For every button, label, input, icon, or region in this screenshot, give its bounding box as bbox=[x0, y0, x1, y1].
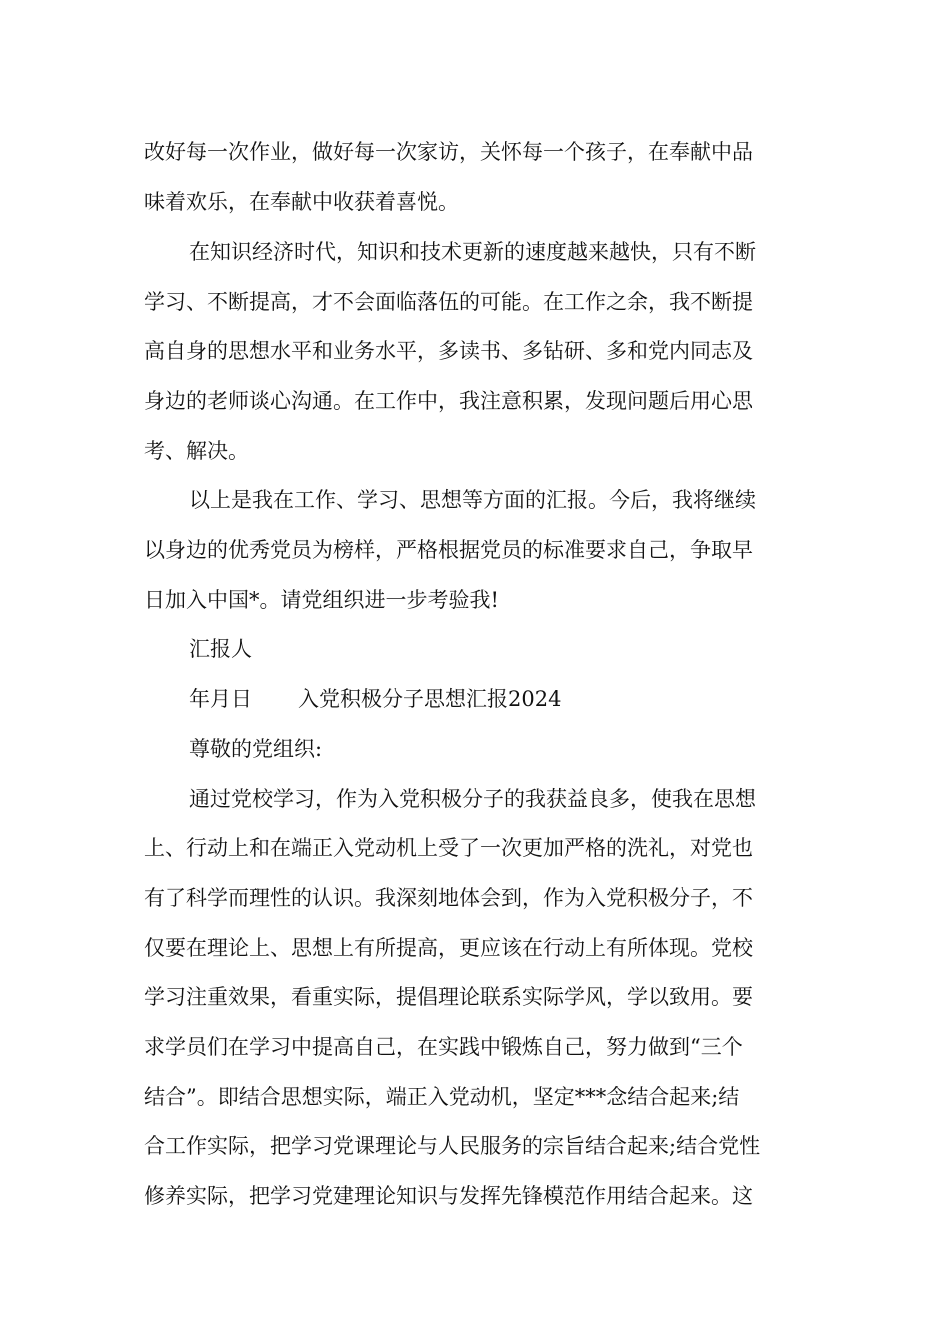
paragraph-line: 学习注重效果，看重实际，提倡理论联系实际学风，学以致用。要 bbox=[144, 985, 753, 1009]
paragraph-line: 仅要在理论上、思想上有所提高，更应该在行动上有所体现。党校 bbox=[144, 936, 753, 960]
salutation: 尊敬的党组织: bbox=[189, 737, 323, 761]
paragraph-line: 修养实际，把学习党建理论知识与发挥先锋模范作用结合起来。这 bbox=[144, 1184, 753, 1208]
document-title: 入党积极分子思想汇报2024 bbox=[298, 687, 562, 711]
paragraph-line: 结合”。即结合思想实际，端正入党动机，坚定***念结合起来;结 bbox=[144, 1085, 740, 1109]
paragraph-line: 上、行动上和在端正入党动机上受了一次更加严格的洗礼，对党也 bbox=[144, 836, 753, 860]
paragraph-line: 通过党校学习，作为入党积极分子的我获益良多，使我在思想 bbox=[189, 787, 756, 811]
paragraph-line: 改好每一次作业，做好每一次家访，关怀每一个孩子，在奉献中品 bbox=[144, 140, 753, 164]
date-title-line bbox=[189, 685, 561, 713]
paragraph-line: 考、解决。 bbox=[144, 439, 249, 463]
paragraph-line: 身边的老师谈心沟通。在工作中，我注意积累，发现问题后用心思 bbox=[144, 389, 753, 413]
paragraph-line: 有了科学而理性的认识。我深刻地体会到，作为入党积极分子，不 bbox=[144, 886, 753, 910]
paragraph-line: 味着欢乐，在奉献中收获着喜悦。 bbox=[144, 190, 459, 214]
paragraph-line: 日加入中国*。请党组织进一步考验我! bbox=[144, 588, 499, 612]
paragraph-line: 以身边的优秀党员为榜样，严格根据党员的标准要求自己，争取早 bbox=[144, 538, 753, 562]
paragraph-line: 高自身的思想水平和业务水平，多读书、多钻研、多和党内同志及 bbox=[144, 339, 753, 363]
reporter-label: 汇报人 bbox=[189, 637, 252, 661]
paragraph-line: 以上是我在工作、学习、思想等方面的汇报。今后，我将继续 bbox=[189, 488, 756, 512]
paragraph-line: 求学员们在学习中提高自己，在实践中锻炼自己，努力做到“三个 bbox=[144, 1035, 743, 1059]
paragraph-line: 学习、不断提高，才不会面临落伍的可能。在工作之余，我不断提 bbox=[144, 290, 753, 314]
date-label: 年月日 bbox=[189, 687, 252, 711]
paragraph-line: 在知识经济时代，知识和技术更新的速度越来越快，只有不断 bbox=[189, 240, 756, 264]
paragraph-line: 合工作实际，把学习党课理论与人民服务的宗旨结合起来;结合党性 bbox=[144, 1134, 761, 1158]
